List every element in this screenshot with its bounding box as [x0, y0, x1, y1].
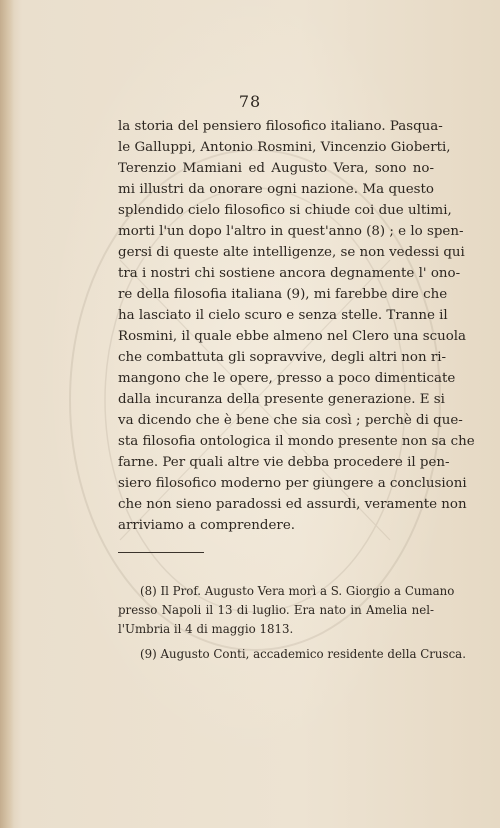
text-line: sta filosofia ontologica il mondo presente non sa che [118, 434, 475, 449]
footnote-8-line: l'Umbria il 4 di maggio 1813. [118, 622, 294, 636]
text-line: siero filosofico moderno per giungere a conclusioni [118, 476, 467, 491]
page-number: 78 [238, 92, 262, 111]
text-line: morti l'un dopo l'altro in quest'anno (8) ; e lo spen- [118, 224, 464, 239]
text-line: che non sieno paradossi ed assurdi, veramente non [118, 497, 467, 512]
text-line: dalla incuranza della presente generazione. E si [118, 392, 445, 407]
text-line: la storia del pensiero filosofico italiano. Pasqua- [118, 119, 443, 134]
text-line: arriviamo a comprendere. [118, 518, 296, 533]
text-line: farne. Per quali altre vie debba procedere il pen- [118, 455, 450, 470]
page-edge-shadow [0, 0, 14, 828]
footnote-9: (9) Augusto Conti, accademico residente della Crusca. [140, 647, 466, 661]
footnotes [118, 582, 466, 664]
text-line: mangono che le opere, presso a poco dimenticate [118, 371, 456, 386]
text-line: splendido cielo filosofico si chiude coi due ultimi, [118, 203, 452, 218]
main-paragraph [118, 116, 475, 536]
text-line: ha lasciato il cielo scuro e senza stelle. Tranne il [118, 308, 448, 323]
text-line: le Galluppi, Antonio Rosmini, Vincenzio Gioberti, [118, 140, 451, 155]
text-line: gersi di queste alte intelligenze, se non vedessi qui [118, 245, 465, 260]
text-line: che combattuta gli sopravvive, degli altri non ri- [118, 350, 447, 365]
text-line: tra i nostri chi sostiene ancora degnamente l' ono- [118, 266, 461, 281]
text-line: Rosmini, il quale ebbe almeno nel Clero una scuola [118, 329, 467, 344]
footnote-divider [118, 552, 204, 553]
text-line: re della filosofia italiana (9), mi farebbe dire che [118, 287, 448, 302]
text-line: Terenzio Mamiani ed Augusto Vera, sono no- [118, 161, 434, 176]
text-line: mi illustri da onorare ogni nazione. Ma questo [118, 182, 434, 197]
footnote-8-line: presso Napoli il 13 di luglio. Era nato in Amelia nel- [118, 603, 434, 617]
footnote-8-line: (8) Il Prof. Augusto Vera morì a S. Giorgio a Cumano [140, 584, 455, 598]
text-line: va dicendo che è bene che sia così ; perchè di que- [118, 413, 463, 428]
